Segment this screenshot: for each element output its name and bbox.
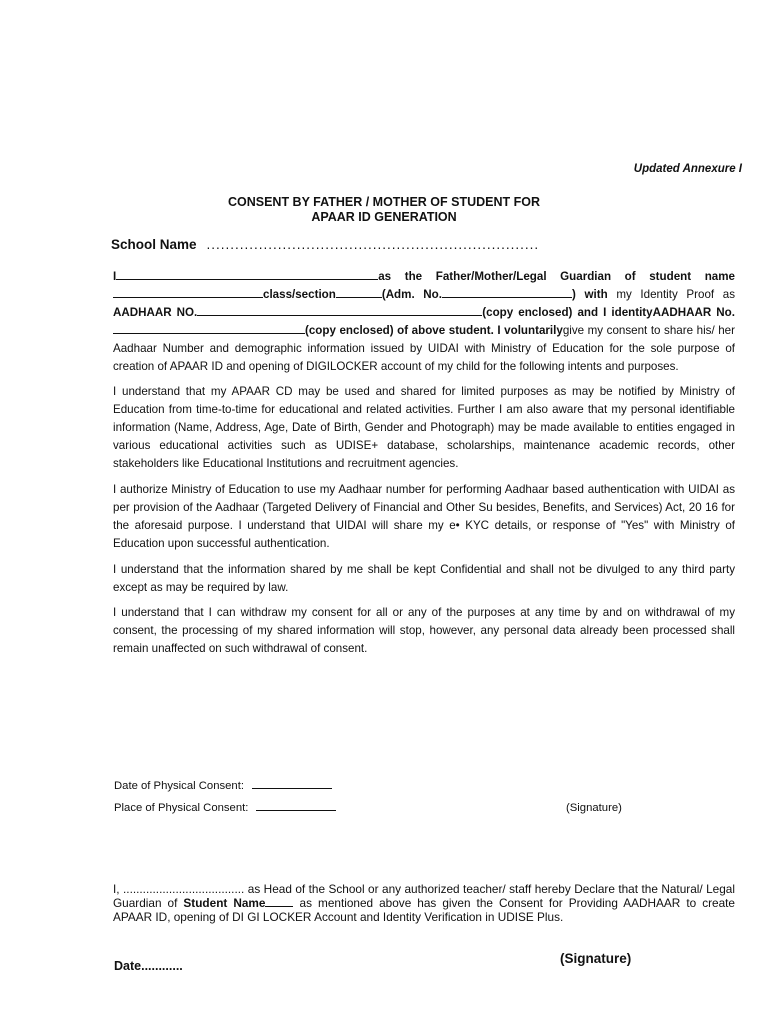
aadhaar-no-label: AADHAAR NO. [113, 305, 198, 319]
adm-no-close: ) [571, 287, 576, 301]
parent-name-blank [116, 269, 378, 280]
consent-paragraph-5: I understand that I can withdraw my consent for all or any of the purposes at any time by and on withdrawal of my consent, the processing of my shared information will stop, however, any personal data already been processed shall remain unaffected on such withdrawal of consent. [113, 606, 735, 656]
copy-enclosed-of-label: (copy enclosed) of [305, 323, 409, 337]
form-title-line-2: APAAR ID GENERATION [311, 210, 457, 224]
date-of-consent-blank [252, 778, 332, 789]
parent-signature-label: (Signature) [566, 802, 622, 814]
declaration-date: Date............ [114, 959, 183, 973]
head-signature-label: (Signature) [560, 951, 632, 966]
with-label: with [584, 287, 608, 301]
copy-label: (copy [482, 305, 514, 319]
consent-paragraph-2: I understand that my APAAR CD may be used and shared for limited purposes as may be notified by Ministry of Education from time-to-time for educational and related activities. Further I am also aware that my personal identifiable information (Name, Address, Age, Date of Birth, Gender and Photograph) may be made available to entities engaged in various educational activities such as UDISE+ database, scholarships, maintenance academic records, other stakeholders like Educational Institutions and recruitment agencies. [113, 385, 735, 471]
school-name-dots: ...................................................................... [206, 237, 540, 252]
consent-body [113, 268, 735, 666]
class-section-label: class/section [263, 287, 336, 301]
form-title [0, 195, 768, 225]
consent-paragraph-1 [113, 268, 735, 375]
consent-paragraph-1-rest: give my consent to share his/ her Aadhaar Number and demographic information issued by UIDAI with Ministry of Education for the sole purpose of creation of APAAR ID and opening of DIGILOCKER account of my child for the following intents and purposes. [113, 323, 735, 373]
adm-no-label: (Adm. No. [381, 287, 442, 301]
identity-proof-text: my Identity Proof as [607, 287, 735, 301]
date-of-consent-label: Date of Physical Consent: [114, 780, 244, 792]
aadhaar-no-2-label: AADHAAR No. [652, 305, 735, 319]
consent-paragraph-4: I understand that the information shared by me shall be kept Confidential and shall not be divulged to any third party except as may be required by law. [113, 562, 735, 594]
declaration-text-2: as mentioned above has given the Consent for Providing AADHAAR to create APAAR ID, opening of DI GI LOCKER Account and Identity Verification in UDISE Plus. [113, 896, 735, 924]
place-of-consent-blank [256, 800, 336, 811]
aadhaar-no-2-blank [113, 323, 305, 334]
aadhaar-no-blank [197, 305, 482, 316]
school-name-row [111, 237, 539, 252]
form-title-line-1: CONSENT BY FATHER / MOTHER OF STUDENT FOR [227, 195, 541, 209]
adm-no-blank [442, 287, 572, 298]
class-section-blank [336, 287, 382, 298]
place-of-consent-row [114, 797, 734, 819]
school-name-label: School Name [111, 237, 197, 252]
date-of-consent-row [114, 775, 734, 797]
place-of-consent-label: Place of Physical Consent: [114, 802, 249, 814]
head-of-school-declaration [113, 882, 735, 924]
declaration-student-name-blank [265, 896, 293, 907]
annexure-label: Updated Annexure I [633, 163, 742, 175]
consent-as-guardian: as the Father/Mother/Legal Guardian of [378, 270, 636, 283]
consent-i: I [113, 270, 117, 283]
enclosed-identity-label: enclosed) and I identity [518, 305, 653, 319]
student-name-label: student name [649, 270, 735, 283]
declaration-text-1: I, ..................................... as Head of the School or any authorized teacher/ staff hereby Declare that the Natural/ Legal Guardian of [113, 882, 735, 910]
declaration-student-name-label: Student Name [183, 896, 266, 910]
student-name-blank [113, 287, 263, 298]
consent-paragraph-3: I authorize Ministry of Education to use my Aadhaar number for performing Aadhaar based authentication with UIDAI as per provision of the Aadhaar (Targeted Delivery of Financial and Other Su besides, Benefits, and Services) Act, 20 16 for the aforesaid purpose. I understand that UIDAI will share my e• KYC details, or response of "Yes" with Ministry of Education upon successful authentication. [113, 482, 735, 550]
above-student-label: above student. I voluntarily [411, 323, 563, 337]
physical-consent-fields [114, 775, 734, 819]
